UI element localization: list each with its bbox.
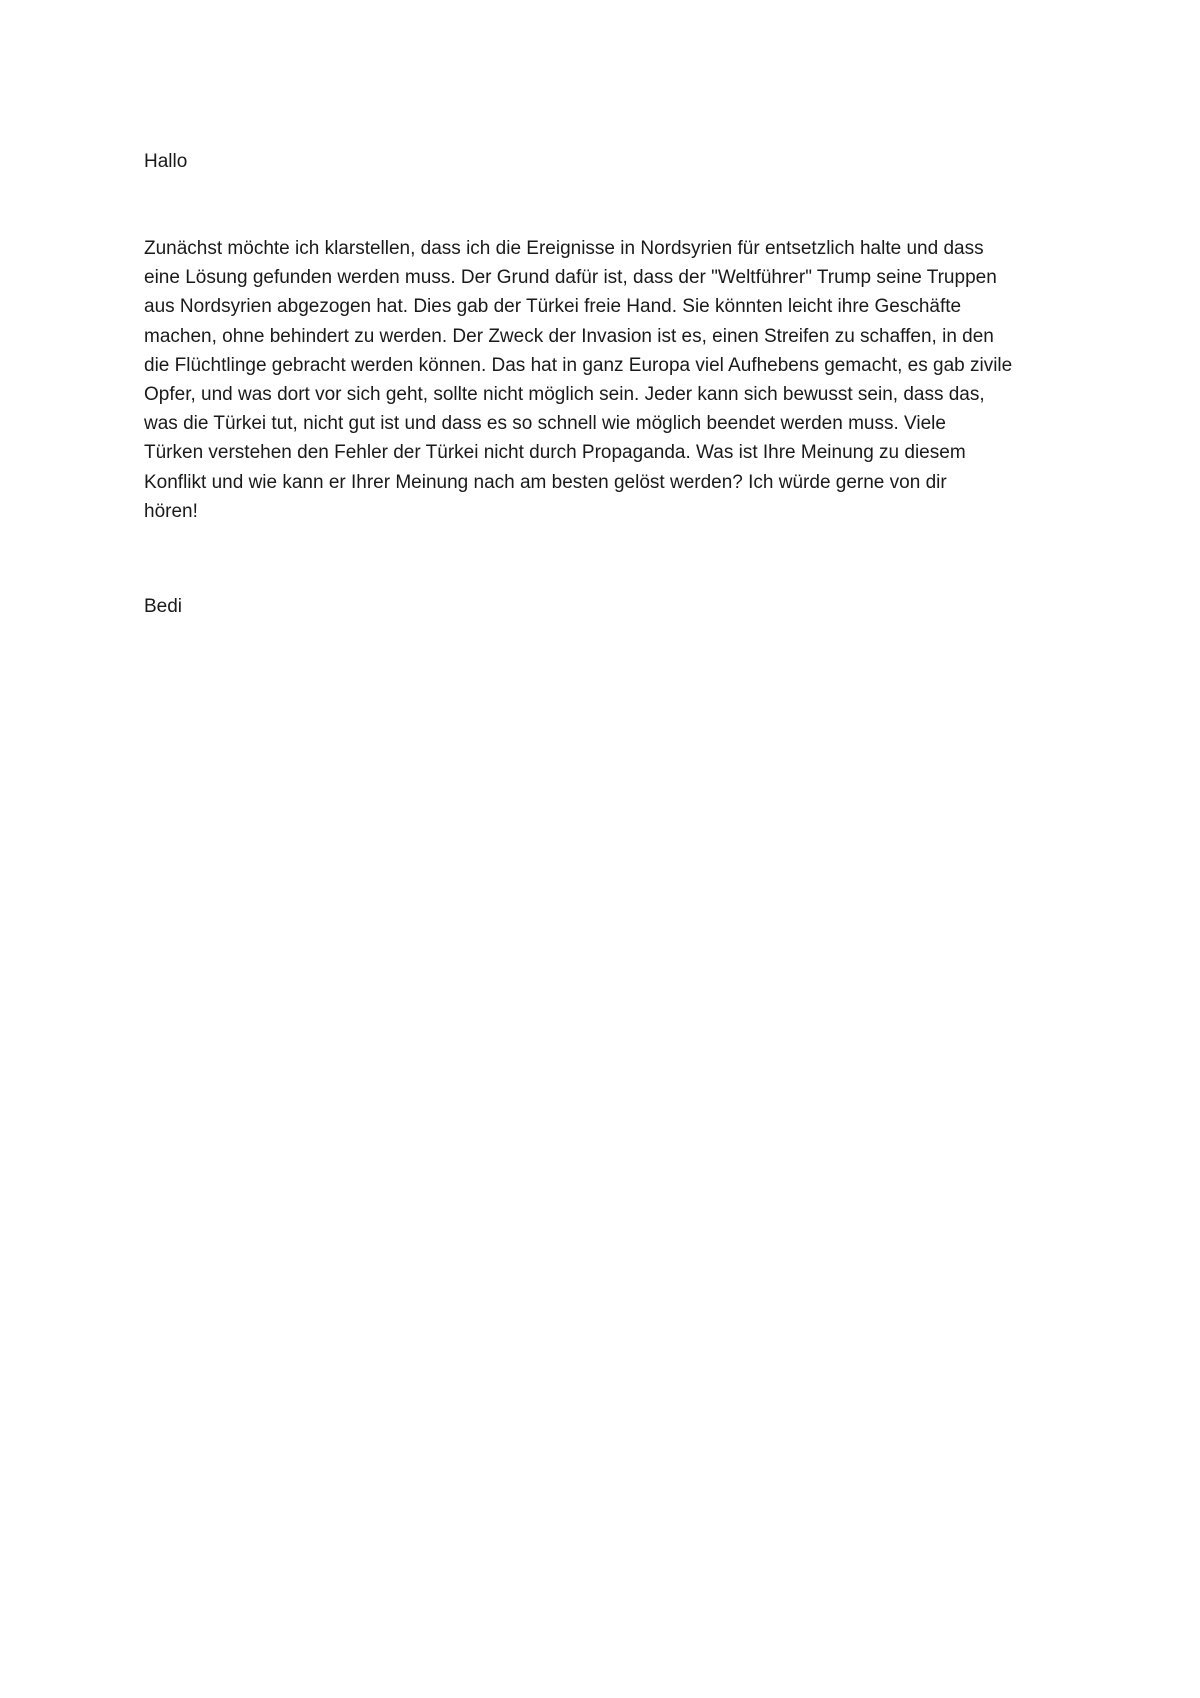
- body-line: Konflikt und wie kann er Ihrer Meinung nach am besten gelöst werden? Ich würde gerne von dir: [144, 471, 947, 493]
- body-line: aus Nordsyrien abgezogen hat. Dies gab der Türkei freie Hand. Sie könnten leicht ihre Geschäfte: [144, 296, 962, 318]
- body-line: machen, ohne behindert zu werden. Der Zweck der Invasion ist es, einen Streifen zu schaffen, in den: [144, 325, 994, 347]
- body-line: was die Türkei tut, nicht gut ist und dass es so schnell wie möglich beendet werden muss. Viele: [144, 413, 946, 435]
- signature: Bedi: [144, 596, 183, 617]
- body-line: Türken verstehen den Fehler der Türkei nicht durch Propaganda. Was ist Ihre Meinung zu diesem: [144, 442, 966, 464]
- body-line: Opfer, und was dort vor sich geht, sollte nicht möglich sein. Jeder kann sich bewusst sein, dass das,: [144, 384, 985, 406]
- body-line: die Flüchtlinge gebracht werden können. Das hat in ganz Europa viel Aufhebens gemacht, es gab zivile: [144, 354, 1013, 376]
- body-line: eine Lösung gefunden werden muss. Der Grund dafür ist, dass der "Weltführer" Trump seine Truppen: [144, 267, 997, 289]
- greeting: Hallo: [144, 151, 188, 172]
- letter-body: [144, 234, 1074, 526]
- body-line: Zunächst möchte ich klarstellen, dass ich die Ereignisse in Nordsyrien für entsetzlich halte und dass: [144, 238, 984, 259]
- body-line: hören!: [144, 500, 198, 522]
